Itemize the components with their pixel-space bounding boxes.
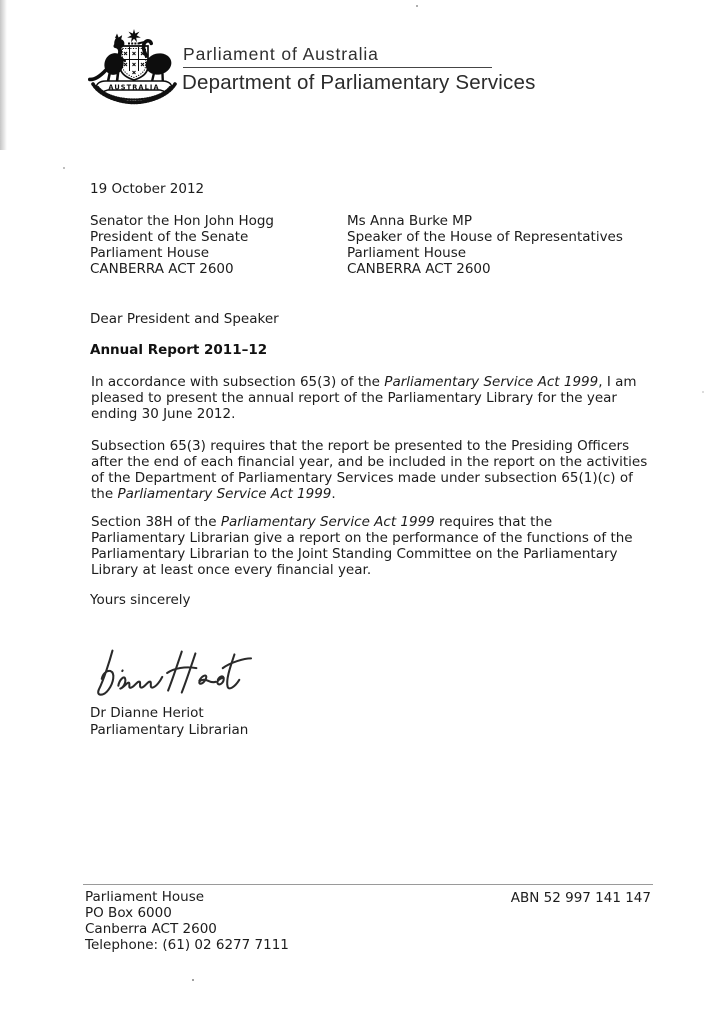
recipient-line: Senator the Hon John Hogg bbox=[90, 213, 274, 229]
department-title: Department of Parliamentary Services bbox=[182, 71, 536, 94]
scan-edge-shadow bbox=[0, 0, 7, 150]
recipient-line: Parliament House bbox=[347, 245, 467, 261]
footer-address bbox=[85, 889, 289, 953]
signature-block bbox=[90, 705, 248, 739]
italic-act-title: Parliamentary Service Act 1999 bbox=[384, 374, 599, 390]
recipient-line: President of the Senate bbox=[90, 229, 249, 245]
paragraph-text: . bbox=[331, 486, 336, 502]
recipient-line: Speaker of the House of Representatives bbox=[347, 229, 623, 245]
footer-divider bbox=[83, 884, 653, 885]
paragraph-text: , I am pleased to present the annual report of the Parliamentary Library for the year ending 30 June 2012. bbox=[91, 374, 637, 422]
scan-speck bbox=[416, 5, 418, 7]
salutation: Dear President and Speaker bbox=[90, 311, 279, 327]
recipient-line: CANBERRA ACT 2600 bbox=[90, 261, 234, 277]
recipient-line: CANBERRA ACT 2600 bbox=[347, 261, 491, 277]
australian-coat-of-arms-icon bbox=[88, 28, 180, 110]
footer-address-line: Parliament House bbox=[85, 889, 205, 905]
recipient-line: Ms Anna Burke MP bbox=[347, 213, 472, 229]
scan-speck bbox=[63, 167, 65, 169]
paragraph-text: requires that the Parliamentary Librarian give a report on the performance of the functions of the Parliamentary Librarian to the Joint Standing Committee on the Parliamentary Library at least once every financial year. bbox=[91, 514, 633, 578]
scan-speck bbox=[192, 979, 194, 981]
letter-date: 19 October 2012 bbox=[90, 181, 205, 197]
recipient-line: Parliament House bbox=[90, 245, 210, 261]
arms-motto-label: AUSTRALIA bbox=[108, 83, 160, 92]
recipient-block-speaker bbox=[347, 213, 623, 277]
signatory-name: Dr Dianne Heriot bbox=[90, 705, 204, 721]
paragraph bbox=[91, 514, 649, 578]
paragraph bbox=[91, 374, 649, 422]
recipient-block-president bbox=[90, 213, 274, 277]
signatory-title: Parliamentary Librarian bbox=[90, 722, 249, 738]
footer-address-line: Canberra ACT 2600 bbox=[85, 921, 217, 937]
scan-speck bbox=[702, 391, 704, 393]
header-divider bbox=[183, 67, 492, 68]
paragraph-text: Section 38H of the bbox=[91, 514, 221, 530]
footer-abn: ABN 52 997 141 147 bbox=[510, 890, 651, 906]
paragraph-text: Subsection 65(3) requires that the report be presented to the Presiding Officers after the end of each financial year, and be included in the report on the activities of the Department of Parliamentary Services made under subsection 65(1)(c) of the bbox=[91, 438, 648, 502]
kangaroo-icon bbox=[90, 34, 127, 82]
organisation-title: Parliament of Australia bbox=[183, 44, 379, 64]
subject-line: Annual Report 2011–12 bbox=[90, 342, 268, 358]
footer-address-line: PO Box 6000 bbox=[85, 905, 172, 921]
paragraph bbox=[91, 438, 649, 502]
paragraph-text: In accordance with subsection 65(3) of the bbox=[91, 374, 385, 390]
footer-address-line: Telephone: (61) 02 6277 7111 bbox=[85, 937, 289, 953]
italic-act-title: Parliamentary Service Act 1999 bbox=[117, 486, 332, 502]
handwritten-signature-icon bbox=[92, 644, 292, 706]
commonwealth-star-icon bbox=[127, 29, 141, 42]
closing-line: Yours sincerely bbox=[90, 592, 191, 608]
italic-act-title: Parliamentary Service Act 1999 bbox=[220, 514, 435, 530]
